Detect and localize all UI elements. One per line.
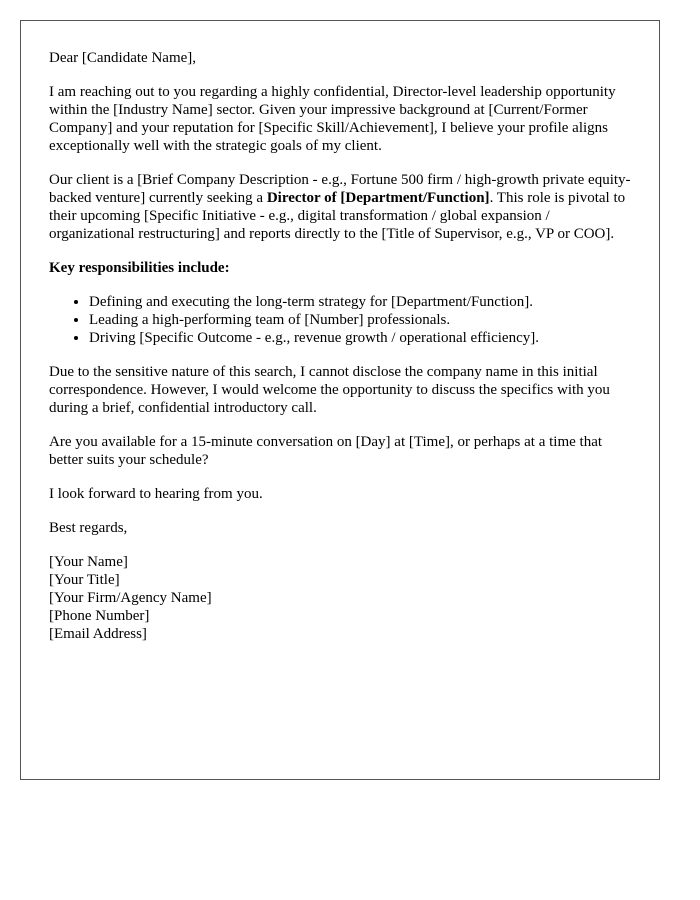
responsibility-item: • Driving [Specific Outcome - e.g., revenue growth / operational efficiency]. <box>89 329 631 347</box>
greeting: Dear [Candidate Name], <box>49 50 197 66</box>
role-paragraph <box>49 171 631 243</box>
responsibilities-list <box>49 293 631 347</box>
responsibilities-heading: Key responsibilities include: <box>49 260 230 276</box>
role-title: Director of [Department/Function] <box>266 190 490 206</box>
signature-block <box>49 553 631 643</box>
availability-paragraph: Are you available for a 15-minute conversation on [Day] at [Time], or perhaps at a time that better suits your schedule? <box>49 434 603 468</box>
signature-phone: [Phone Number] <box>49 608 150 624</box>
closing-salutation: Best regards, <box>49 520 128 536</box>
role-paragraph-start: Our client is a [Brief Company Description - e.g., Fortune 500 firm / high-growth private equity-backed venture] currently seeking a <box>49 172 631 206</box>
signature-firm: [Your Firm/Agency Name] <box>49 590 212 606</box>
signature-title: [Your Title] <box>49 572 120 588</box>
closing-sentence: I look forward to hearing from you. <box>49 486 263 502</box>
role-paragraph-end: . This role is pivotal to their upcoming [Specific Initiative - e.g., digital transformation / global expansion / organizational restructuring] and reports directly to the [Title of Supervisor, e.g., VP or COO]. <box>49 190 626 242</box>
intro-paragraph: I am reaching out to you regarding a highly confidential, Director-level leadership opportunity within the [Industry Name] sector. Given your impressive background at [Current/Former Company] and your reputation for [Specific Skill/Achievement], I believe your profile aligns exceptionally well with the strategic goals of my client. <box>49 84 616 154</box>
signature-name: [Your Name] <box>49 554 128 570</box>
responsibility-item: • Leading a high-performing team of [Number] professionals. <box>89 311 631 329</box>
confidentiality-paragraph: Due to the sensitive nature of this search, I cannot disclose the company name in this initial correspondence. However, I would welcome the opportunity to discuss the specifics with you during a brief, confidential introductory call. <box>49 364 610 416</box>
responsibility-item: • Defining and executing the long-term strategy for [Department/Function]. <box>89 293 631 311</box>
letter-container <box>20 20 660 780</box>
signature-email: [Email Address] <box>49 626 147 642</box>
